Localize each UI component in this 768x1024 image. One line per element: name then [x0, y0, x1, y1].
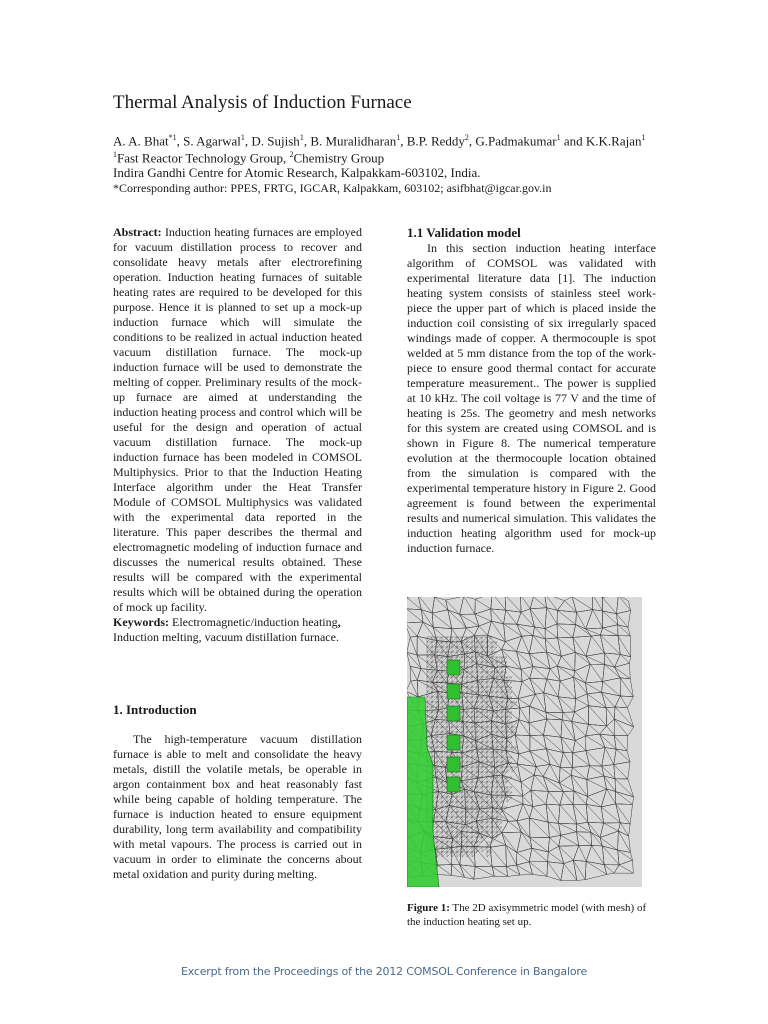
abstract-label: Abstract:: [113, 225, 162, 239]
coil-winding: [447, 777, 460, 792]
author-affiliation-mark: 1: [396, 133, 401, 142]
keywords-label: Keywords:: [113, 615, 169, 629]
corresponding-author: *Corresponding author: PPES, FRTG, IGCAR, Kalpakkam, 603102; asifbhat@igcar.gov.in: [113, 181, 552, 195]
figure-caption: [407, 901, 657, 929]
author: and K.K.Rajan: [560, 133, 642, 149]
abstract-text: Induction heating furnaces are employed for vacuum distillation process to recover and consolidate heavy metals after electrorefining operation. Induction heating furnaces of suitable heating rates are required to be developed for this purpose. Hence it is planned to set up a mock-up induction furnace which will simulate the conditions to be realized in actual induction heated vacuum distillation furnace. The mock-up induction furnace will be used to demonstrate the melting of copper. Preliminary results of the mock-up furnace are aimed at understanding the induction heating process and control which will be useful for the design and operation of actual vacuum distillation furnace. The mock-up induction furnace has been modeled in COMSOL Multiphysics. Prior to that the Induction Heating Interface algorithm under the Heat Transfer Module of COMSOL Multiphysics was validated with the experimental data reported in the literature. This paper describes the thermal and electromagnetic modeling of induction furnace and discusses the numerical results obtained. These results will be compared with the experimental results which will be obtained during the operation of mock up facility.: [113, 225, 362, 614]
affiliation-group: Fast Reactor Technology Group,: [117, 150, 290, 166]
author-affiliation-mark: *1: [168, 133, 177, 142]
mesh-image: [407, 597, 642, 887]
institute: Indira Gandhi Centre for Atomic Research, Kalpakkam-603102, India.: [113, 165, 481, 180]
affiliation-group: Chemistry Group: [293, 150, 385, 166]
keywords: [113, 615, 362, 645]
proceedings-footer: Excerpt from the Proceedings of the 2012 COMSOL Conference in Bangalore: [180, 965, 588, 978]
coil-winding: [447, 660, 460, 675]
author-affiliation-mark: 1: [299, 133, 304, 142]
affiliation-groups: [113, 147, 384, 166]
author-affiliation-mark: 1: [641, 133, 646, 142]
author: , B. Muralidharan: [303, 133, 397, 149]
figure-label: Figure 1:: [407, 902, 450, 914]
author: , B.P. Reddy: [400, 133, 465, 149]
author-affiliation-mark: 1: [240, 133, 245, 142]
author: , S. Agarwal: [176, 133, 241, 149]
affiliation-mark: 2: [289, 150, 294, 159]
paper-title: Thermal Analysis of Induction Furnace: [113, 92, 412, 113]
keywords-text: Electromagnetic/induction heating: [169, 615, 338, 629]
author-affiliation-mark: 2: [464, 133, 469, 142]
intro-heading: 1. Introduction: [113, 702, 197, 717]
author: A. A. Bhat: [113, 133, 169, 149]
author: , D. Sujish: [244, 133, 300, 149]
abstract: [113, 225, 362, 615]
author-affiliation-mark: 1: [556, 133, 561, 142]
keywords-text-cont: Induction melting, vacuum distillation furnace.: [113, 630, 339, 644]
left-column: [113, 225, 362, 645]
intro-paragraph: The high-temperature vacuum distillation furnace is able to melt and consolidate the heavy metals, distill the volatile metals, be operable in argon containment box and heat reasonably fast while being capable of holding temperature. The furnace is induction heated to ensure equipment durability, long term availability and compatibility with metal vapours. The process is carried out in vacuum in order to eliminate the concerns about metal oxidation and purity during melting.: [113, 732, 362, 881]
keywords-comma: ,: [337, 615, 341, 629]
coil-winding: [447, 735, 460, 750]
author: , G.Padmakumar: [468, 133, 557, 149]
coil-winding: [447, 684, 460, 699]
figure-caption-text: The 2D axisymmetric model (with mesh) of the induction heating set up.: [407, 902, 647, 928]
mesh-figure: [407, 597, 642, 887]
coil-winding: [447, 757, 460, 772]
affiliation-mark: 1: [113, 150, 117, 159]
right-column: [407, 225, 656, 556]
validation-paragraph: In this section induction heating interface algorithm of COMSOL was validated with experimental literature data [1]. The induction heating system consists of stainless steel work-piece the upper part of which is placed inside the induction coil consisting of six irregularly spaced windings made of copper. A thermocouple is spot welded at 5 mm distance from the top of the work-piece to ensure good thermal contact for accurate temperature measurement.. The power is supplied at 10 kHz. The coil voltage is 77 V and the time of heating is 25s. The geometry and mesh networks for this system are created using COMSOL and is shown in Figure 8. The numerical temperature evolution at the thermocouple location obtained from the simulation is compared with the experimental temperature history in Figure 2. Good agreement is found between the experimental results and numerical simulation. This validates the induction heating algorithm used for mock-up induction furnace.: [407, 241, 656, 555]
coil-winding: [447, 706, 460, 721]
intro-section: [113, 732, 362, 882]
validation-heading: 1.1 Validation model: [407, 225, 521, 240]
